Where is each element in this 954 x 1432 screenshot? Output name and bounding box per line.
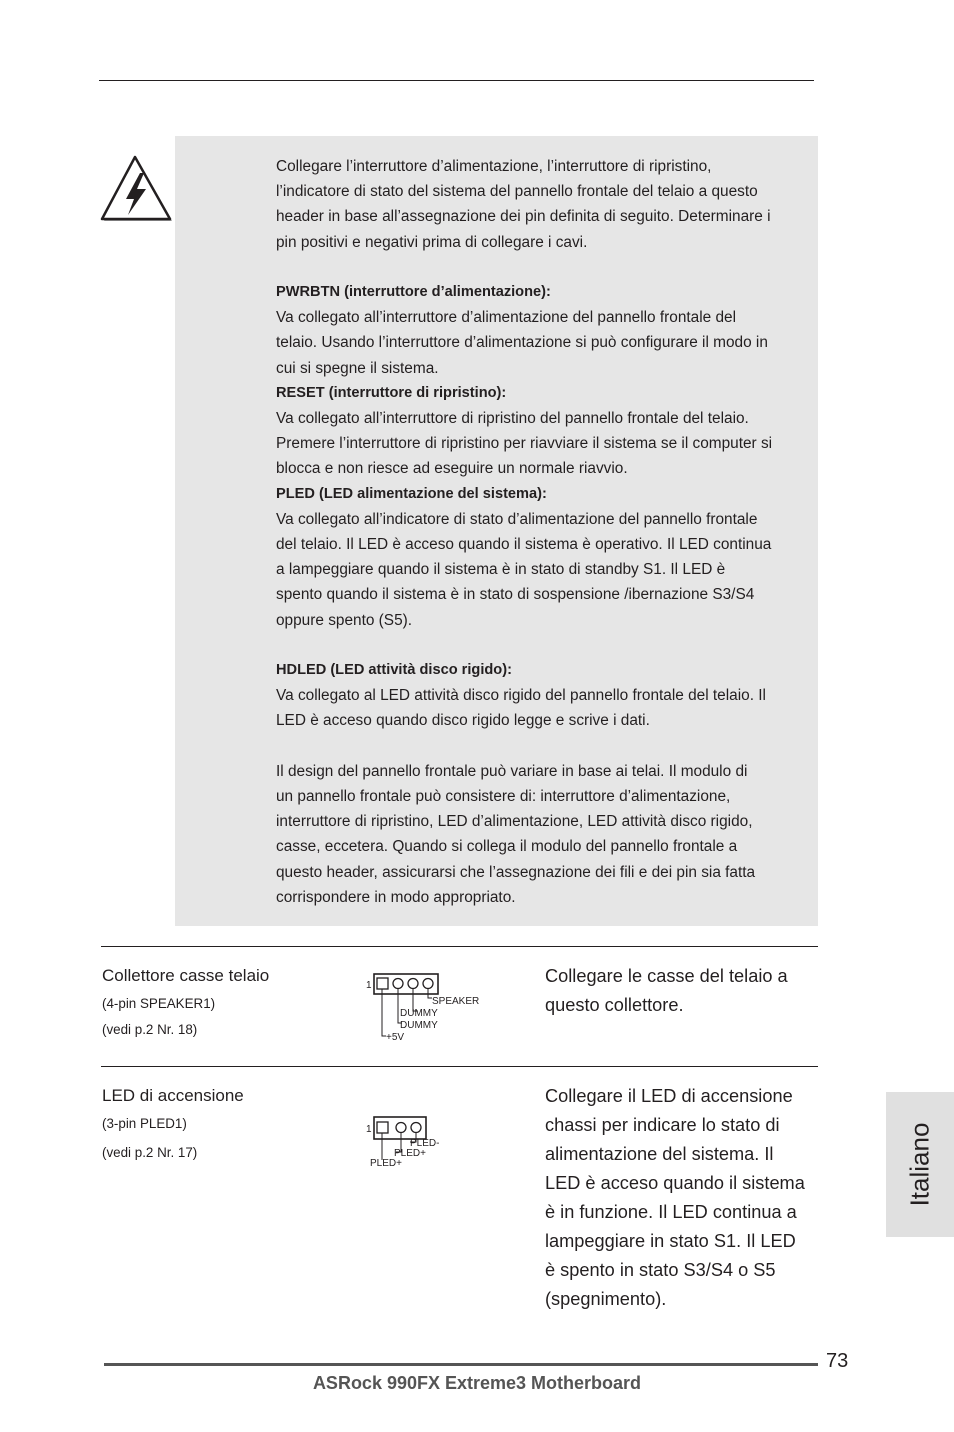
pin1-label: 1: [366, 1124, 372, 1135]
speaker-desc-line: Collegare le casse del telaio a: [545, 966, 788, 986]
design-line: corrispondere in modo appropriato.: [276, 888, 516, 906]
pled-desc-line: (spegnimento).: [545, 1289, 667, 1309]
section-rule: [101, 946, 818, 947]
language-label: Italiano: [904, 1122, 935, 1207]
dummy-pin-label: DUMMY: [400, 1020, 438, 1031]
pled-heading: PLED (LED alimentazione del sistema):: [276, 485, 547, 502]
bottom-rule: [104, 1363, 818, 1366]
pled-plus-label: PLED+: [370, 1158, 402, 1169]
pled-description: [545, 1082, 825, 1314]
hdled-line: Va collegato al LED attività disco rigido del pannello frontale del telaio. Il: [276, 687, 766, 705]
pled-minus-label: PLED-: [410, 1138, 440, 1149]
pled-line: oppure spento (S5).: [276, 611, 413, 629]
pled-line: Va collegato all’indicatore di stato d’alimentazione del pannello frontale: [276, 510, 758, 528]
page-number: 73: [826, 1350, 849, 1372]
pwrbtn-heading: PWRBTN (interruttore d’alimentazione):: [276, 284, 551, 300]
pwrbtn-line: Va collegato all’interruttore d’alimentazione del pannello frontale del: [276, 309, 737, 327]
pled-desc-line: lampeggiare in stato S1. Il LED: [545, 1231, 796, 1251]
design-line: Il design del pannello frontale può variare in base ai telai. Il modulo di: [276, 762, 748, 780]
note-intro-line: header in base all’assegnazione dei pin definita di seguito. Determinare i: [276, 208, 771, 226]
design-line: questo header, assicurarsi che l’assegnazione dei fili e dei pin sia fatta: [276, 863, 756, 881]
pled-line: a lampeggiare quando il sistema è in stato di standby S1. Il LED è: [276, 561, 726, 579]
speaker-pin-count: (4-pin SPEAKER1): [102, 996, 216, 1011]
speaker-pin-label: SPEAKER: [432, 996, 480, 1007]
speaker-description: [545, 962, 825, 1020]
language-side-tab: [886, 1092, 954, 1237]
pled-pin-diagram: [362, 1112, 452, 1170]
speaker-pin-diagram: [362, 968, 482, 1044]
hdled-heading: HDLED (LED attività disco rigido):: [276, 662, 512, 679]
speaker-desc-line: questo collettore.: [545, 995, 684, 1015]
reset-heading: RESET (interruttore di ripristino):: [276, 384, 507, 401]
plus5v-pin-label: +5V: [386, 1032, 405, 1043]
pled-desc-line: alimentazione del sistema. Il: [545, 1144, 774, 1164]
pled-desc-line: è spento in stato S3/S4 o S5: [545, 1260, 776, 1280]
dummy-pin-label: DUMMY: [400, 1008, 438, 1019]
note-text: [276, 154, 816, 910]
reset-line: blocca e non riesce ad eseguire un normale riavvio.: [276, 460, 628, 478]
note-intro-line: Collegare l’interruttore d’alimentazione, l’interruttore di ripristino,: [276, 158, 712, 175]
pled-desc-line: chassi per indicare lo stato di: [545, 1115, 780, 1135]
pled-reference: (vedi p.2 Nr. 17): [102, 1145, 198, 1160]
pin1-label: 1: [366, 980, 372, 991]
section-rule: [101, 1066, 818, 1067]
reset-line: Premere l’interruttore di ripristino per riavviare il sistema se il computer si: [276, 435, 773, 453]
note-intro-line: pin positivi e negativi prima di collegare i cavi.: [276, 233, 588, 251]
pwrbtn-line: telaio. Usando l’interruttore d’alimentazione si può configurare il modo in: [276, 334, 768, 352]
pled-desc-line: è in funzione. Il LED continua a: [545, 1202, 797, 1222]
speaker-reference: (vedi p.2 Nr. 18): [102, 1022, 198, 1037]
footer-title: ASRock 990FX Extreme3 Motherboard: [312, 1373, 642, 1393]
warning-lightning-icon: [100, 155, 174, 225]
pwrbtn-line: cui si spegne il sistema.: [276, 359, 439, 377]
pled-desc-line: Collegare il LED di accensione: [545, 1086, 793, 1106]
pled-title: LED di accensione: [102, 1086, 244, 1105]
design-line: interruttore di ripristino, LED d’alimentazione, LED attività disco rigido,: [276, 813, 753, 831]
pled-desc-line: LED è acceso quando il sistema: [545, 1173, 805, 1193]
design-line: un pannello frontale può consistere di: interruttore d’alimentazione,: [276, 788, 731, 806]
design-line: casse, eccetera. Quando si collega il modulo del pannello frontale a: [276, 838, 738, 856]
note-intro-line: l’indicatore di stato del sistema del pannello frontale del telaio a questo: [276, 183, 758, 201]
pled-line: spento quando il sistema è in stato di sospensione /ibernazione S3/S4: [276, 586, 755, 604]
reset-line: Va collegato all’interruttore di ripristino del pannello frontale del telaio.: [276, 410, 749, 428]
pled-plus-label: PLED+: [394, 1148, 426, 1159]
speaker-title: Collettore casse telaio: [102, 966, 270, 985]
top-rule: [99, 80, 814, 81]
hdled-line: LED è acceso quando disco rigido legge e scrive i dati.: [276, 712, 650, 730]
pled-line: del telaio. Il LED è acceso quando il sistema è operativo. Il LED continua: [276, 536, 772, 554]
pled-pin-count: (3-pin PLED1): [102, 1116, 187, 1131]
